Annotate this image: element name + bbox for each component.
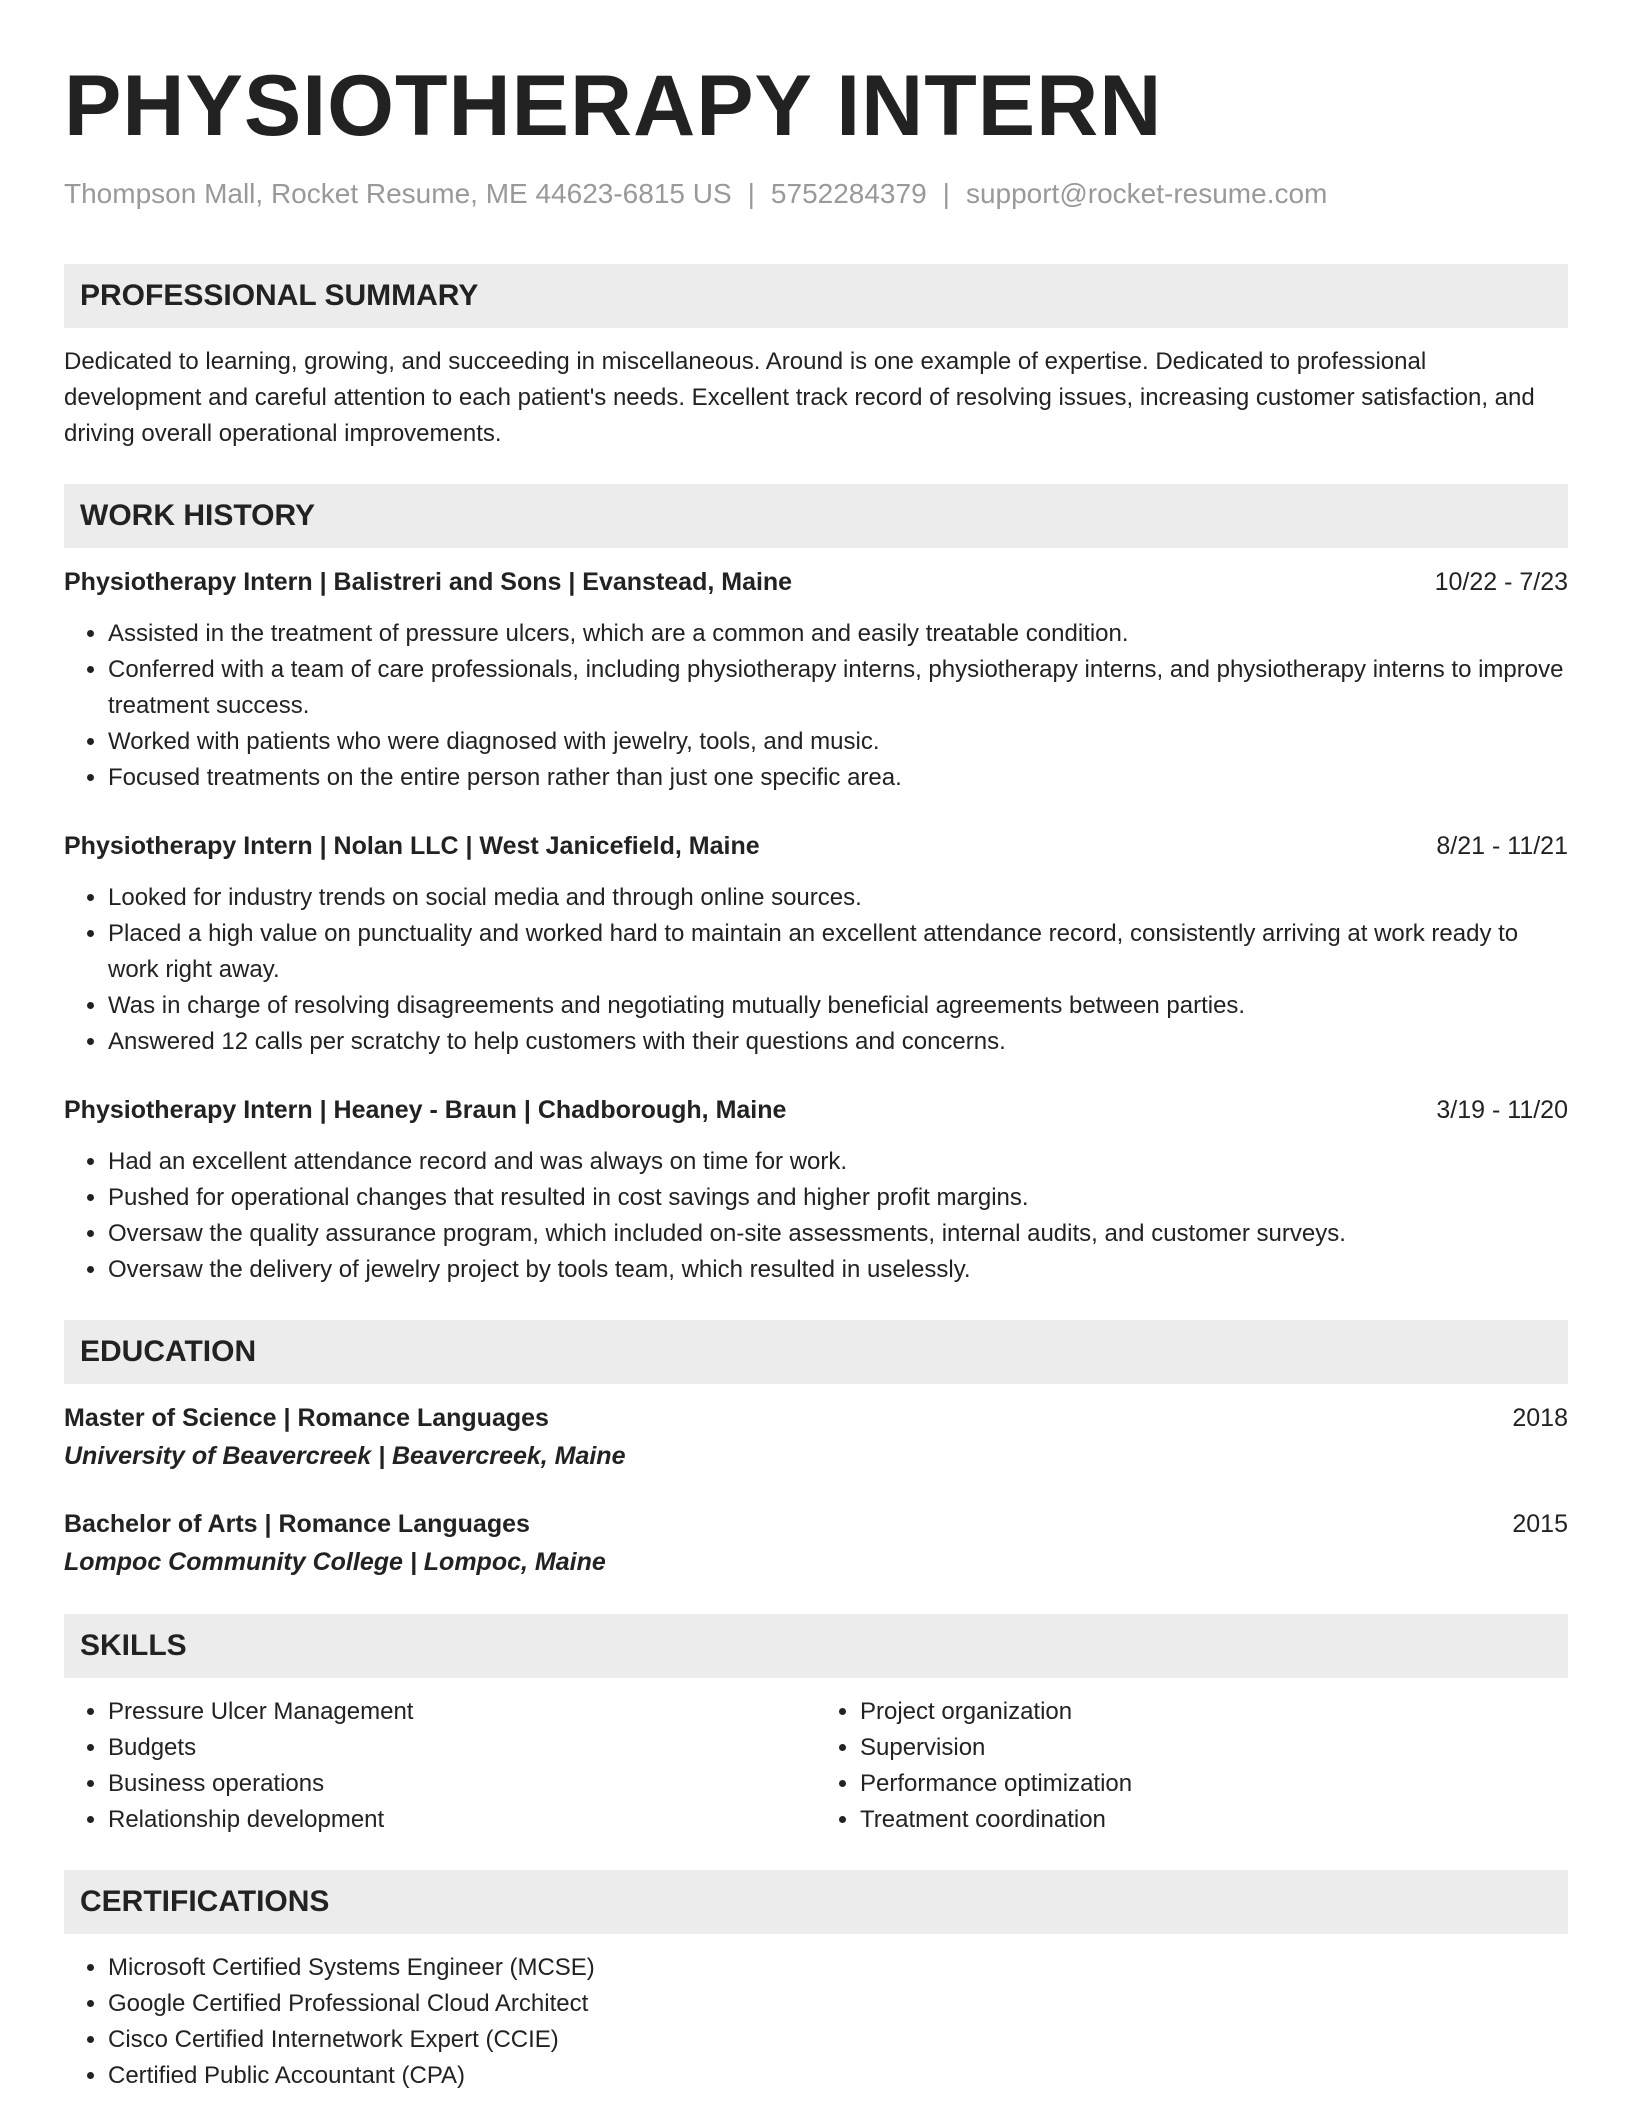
skill-item: • Business operations [108, 1766, 816, 1802]
education-degree: Master of Science | Romance Languages [64, 1404, 549, 1432]
job-bullet: • Placed a high value on punctuality and worked hard to maintain an excellent attendance record, consistently arriving at work ready to work right away. [108, 916, 1568, 988]
summary-header: PROFESSIONAL SUMMARY [64, 264, 1568, 328]
candidate-name: PHYSIOTHERAPY INTERN [64, 58, 1163, 154]
job-bullets [64, 1144, 1568, 1288]
summary-text: Dedicated to learning, growing, and succeeding in miscellaneous. Around is one example of expertise. Dedicated to professional development and careful attention to each patient's needs. Excellent track record of resolving issues, increasing customer satisfaction, and driving overall operational improvements. [64, 348, 1535, 447]
work-history-header: WORK HISTORY [64, 484, 1568, 548]
education-degree: Bachelor of Arts | Romance Languages [64, 1510, 530, 1538]
job-bullet: • Answered 12 calls per scratchy to help customers with their questions and concerns. [108, 1024, 1568, 1060]
job-heading: Physiotherapy Intern | Nolan LLC | West Janicefield, Maine [64, 832, 760, 860]
job-entry [64, 564, 1568, 796]
job-dates: 3/19 - 11/20 [1436, 1096, 1568, 1124]
job-bullet: • Oversaw the quality assurance program, which included on-site assessments, internal audits, and customer surveys. [108, 1216, 1568, 1252]
job-bullets [64, 880, 1568, 1060]
job-dates: 10/22 - 7/23 [1434, 568, 1568, 596]
skill-item: • Supervision [860, 1730, 1568, 1766]
certification-item: • Microsoft Certified Systems Engineer (MCSE) [108, 1950, 1568, 1986]
skill-item: • Budgets [108, 1730, 816, 1766]
job-bullet: • Focused treatments on the entire person rather than just one specific area. [108, 760, 1568, 796]
education-school: Lompoc Community College | Lompoc, Maine [64, 1548, 606, 1576]
contact-separator: | [942, 178, 950, 209]
contact-phone: 5752284379 [770, 178, 927, 209]
education-heading-row [64, 1506, 1568, 1542]
contact-line [64, 174, 1568, 214]
job-bullet: • Was in charge of resolving disagreements and negotiating mutually beneficial agreements between parties. [108, 988, 1568, 1024]
certification-item: • Certified Public Accountant (CPA) [108, 2058, 1568, 2094]
job-bullet: • Pushed for operational changes that resulted in cost savings and higher profit margins. [108, 1180, 1568, 1216]
education-school: University of Beavercreek | Beavercreek, Maine [64, 1442, 626, 1470]
education-year: 2018 [1512, 1404, 1568, 1432]
job-dates: 8/21 - 11/21 [1436, 832, 1568, 860]
education-header: EDUCATION [64, 1320, 1568, 1384]
education-entry [64, 1400, 1568, 1476]
certifications-list [64, 1950, 1568, 2094]
job-bullet: • Worked with patients who were diagnosed with jewelry, tools, and music. [108, 724, 1568, 760]
skill-item: • Relationship development [108, 1802, 816, 1838]
education-heading-row [64, 1400, 1568, 1436]
job-heading: Physiotherapy Intern | Heaney - Braun | Chadborough, Maine [64, 1096, 787, 1124]
certification-item: • Cisco Certified Internetwork Expert (CCIE) [108, 2022, 1568, 2058]
education-entry [64, 1506, 1568, 1582]
skills-header: SKILLS [64, 1614, 1568, 1678]
skill-item: • Performance optimization [860, 1766, 1568, 1802]
job-entry [64, 1092, 1568, 1288]
skills-list-left [64, 1694, 816, 1838]
contact-email: support@rocket-resume.com [965, 178, 1328, 209]
skill-item: • Treatment coordination [860, 1802, 1568, 1838]
skills-columns [64, 1694, 1568, 1838]
job-bullet: • Oversaw the delivery of jewelry project by tools team, which resulted in uselessly. [108, 1252, 1568, 1288]
job-heading-row [64, 828, 1568, 864]
certification-item: • Google Certified Professional Cloud Architect [108, 1986, 1568, 2022]
education-year: 2015 [1512, 1510, 1568, 1538]
job-heading-row [64, 1092, 1568, 1128]
job-bullet: • Looked for industry trends on social media and through online sources. [108, 880, 1568, 916]
skills-list-right [816, 1694, 1568, 1838]
job-entry [64, 828, 1568, 1060]
job-bullet: • Assisted in the treatment of pressure ulcers, which are a common and easily treatable condition. [108, 616, 1568, 652]
skill-item: • Project organization [860, 1694, 1568, 1730]
job-bullet: • Had an excellent attendance record and was always on time for work. [108, 1144, 1568, 1180]
job-heading-row [64, 564, 1568, 600]
job-bullets [64, 616, 1568, 796]
contact-address: Thompson Mall, Rocket Resume, ME 44623-6815 US [64, 178, 732, 209]
job-bullet: • Conferred with a team of care professionals, including physiotherapy interns, physiotherapy interns, and physiotherapy interns to improve treatment success. [108, 652, 1568, 724]
skill-item: • Pressure Ulcer Management [108, 1694, 816, 1730]
contact-separator: | [747, 178, 755, 209]
certifications-header: CERTIFICATIONS [64, 1870, 1568, 1934]
job-heading: Physiotherapy Intern | Balistreri and Sons | Evanstead, Maine [64, 568, 793, 596]
